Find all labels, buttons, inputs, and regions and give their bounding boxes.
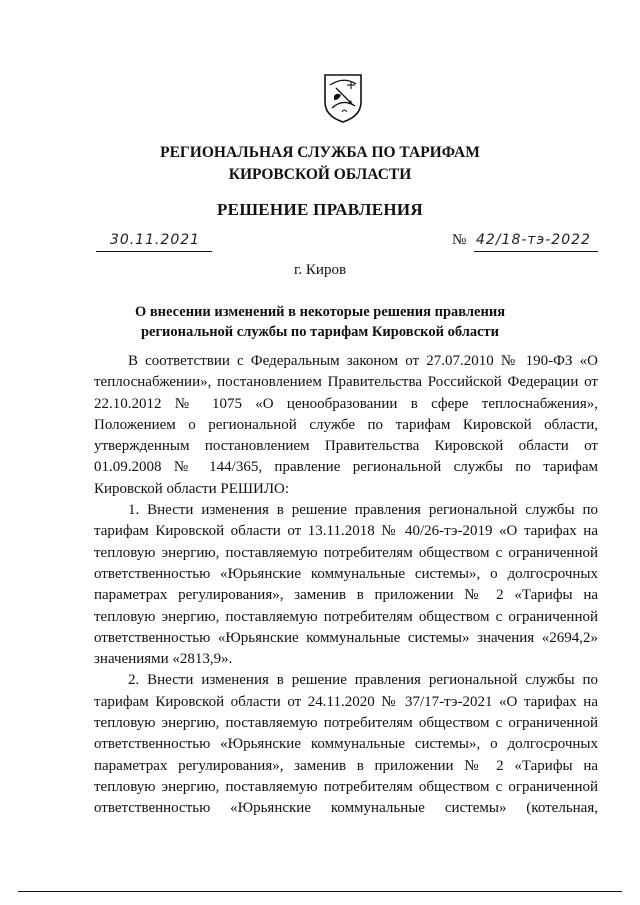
text-line: тарифам Кировской области от 24.11.2020 № 37/17-тэ-2021 «О тарифах на bbox=[94, 693, 598, 710]
decision-number: 42/18-тэ-2022 bbox=[476, 232, 591, 248]
text-line: 22.10.2012 № 1075 «О ценообразовании в сфере теплоснабжения», bbox=[94, 395, 598, 412]
text-line: 1. Внести изменения в решение правления региональной службы по bbox=[128, 502, 598, 519]
text-line: тепловую энергию, поставляемую потребителям обществом с ограниченной bbox=[94, 608, 598, 625]
date-underline bbox=[96, 251, 212, 252]
text-line: 01.09.2008 № 144/365, правление региональной службы по тарифам bbox=[94, 459, 598, 476]
number-underline bbox=[474, 251, 598, 252]
city: г. Киров bbox=[293, 262, 347, 278]
text-line: ответственностью «Юрьянские коммунальные системы», о долгосрочных bbox=[94, 736, 598, 753]
text-line: Положением о региональной службе по тарифам Кировской области, bbox=[94, 416, 598, 433]
decision-date: 30.11.2021 bbox=[109, 232, 201, 248]
text-line: ответственностью «Юрьянские коммунальные системы» (котельная, bbox=[94, 800, 598, 817]
text-line: 2. Внести изменения в решение правления региональной службы по bbox=[128, 672, 598, 689]
text-line: ответственностью «Юрьянские коммунальные системы», о долгосрочных bbox=[94, 565, 598, 582]
coat-of-arms-icon bbox=[322, 72, 364, 124]
text-line: В соответствии с Федеральным законом от 27.07.2010 № 190-ФЗ «О bbox=[128, 353, 598, 369]
text-line: значениями «2813,9». bbox=[94, 651, 233, 668]
number-sign: № bbox=[452, 232, 467, 248]
text-line: теплоснабжении», постановлением Правительства Российской Федерации от bbox=[94, 374, 598, 391]
text-line: тепловую энергию, поставляемую потребителям обществом с ограниченной bbox=[94, 544, 598, 561]
text-line: тепловую энергию, поставляемую потребителям обществом с ограниченной bbox=[94, 778, 598, 795]
text-line: тарифам Кировской области от 13.11.2018 № 40/26-тэ-2019 «О тарифах на bbox=[94, 523, 598, 540]
subject-line-1: О внесении изменений в некоторые решения правления bbox=[134, 304, 506, 320]
text-line: Кировской области РЕШИЛО: bbox=[94, 480, 290, 497]
subject-line-2: региональной службы по тарифам Кировской области bbox=[140, 324, 500, 340]
organization-name-line-2: КИРОВСКОЙ ОБЛАСТИ bbox=[228, 166, 412, 183]
text-line: тепловую энергию, поставляемую потребителям обществом с ограниченной bbox=[94, 715, 598, 732]
footer-rule bbox=[18, 891, 622, 892]
body-text bbox=[94, 351, 598, 820]
date-field bbox=[96, 232, 212, 248]
document-title: РЕШЕНИЕ ПРАВЛЕНИЯ bbox=[217, 200, 423, 219]
text-line: параметрах регулирования», заменив в приложении № 2 «Тарифы на bbox=[94, 587, 598, 604]
text-line: ответственностью «Юрьянские коммунальные системы» значения «2694,2» bbox=[94, 629, 598, 646]
text-line: утвержденным постановлением Правительства Кировской области от bbox=[94, 438, 598, 455]
text-line: параметрах регулирования», заменив в приложении № 2 «Тарифы на bbox=[94, 757, 598, 774]
organization-name-line-1: РЕГИОНАЛЬНАЯ СЛУЖБА ПО ТАРИФАМ bbox=[160, 144, 480, 161]
